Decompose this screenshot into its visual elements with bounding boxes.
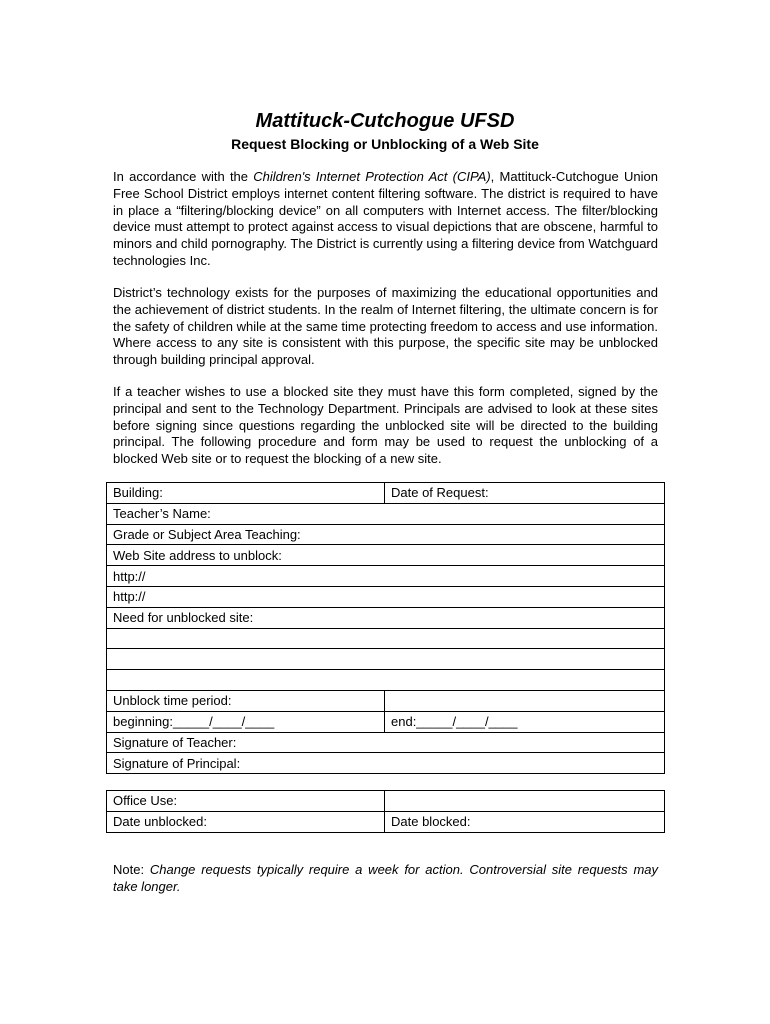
form-row-sig-teacher bbox=[107, 732, 665, 753]
date-of-request-field[interactable]: Date of Request: bbox=[385, 483, 665, 504]
end-date-field[interactable]: end:_____/____/____ bbox=[385, 711, 665, 732]
form-row-site-address bbox=[107, 545, 665, 566]
unblock-period-blank bbox=[385, 690, 665, 711]
form-row-need-blank-1 bbox=[107, 628, 665, 649]
office-use-blank bbox=[385, 791, 665, 812]
date-unblocked-field[interactable]: Date unblocked: bbox=[107, 811, 385, 832]
date-blocked-field[interactable]: Date blocked: bbox=[385, 811, 665, 832]
form-row-need-blank-3 bbox=[107, 670, 665, 691]
building-field[interactable]: Building: bbox=[107, 483, 385, 504]
form-row-http-2 bbox=[107, 586, 665, 607]
form-row-building bbox=[107, 483, 665, 504]
unblock-period-label: Unblock time period: bbox=[107, 690, 385, 711]
url-field-1[interactable]: http:// bbox=[107, 566, 665, 587]
need-label: Need for unblocked site: bbox=[107, 607, 665, 628]
paragraph-cipa-before: In accordance with the bbox=[113, 169, 254, 184]
need-line-1[interactable] bbox=[107, 628, 665, 649]
form-row-http-1 bbox=[107, 566, 665, 587]
site-address-label: Web Site address to unblock: bbox=[107, 545, 665, 566]
form-row-dates bbox=[107, 711, 665, 732]
note-lead: Note: bbox=[113, 862, 150, 877]
note-body: Change requests typically require a week for action. Controversial site requests may take longer. bbox=[113, 862, 658, 894]
office-use-label: Office Use: bbox=[107, 791, 385, 812]
document-title: Mattituck-Cutchogue UFSD bbox=[255, 110, 515, 132]
cipa-act-name: Children's Internet Protection Act (CIPA) bbox=[253, 169, 491, 184]
grade-subject-field[interactable]: Grade or Subject Area Teaching: bbox=[107, 524, 665, 545]
office-row-header bbox=[107, 791, 665, 812]
note bbox=[113, 862, 658, 896]
url-field-2[interactable]: http:// bbox=[107, 586, 665, 607]
need-line-3[interactable] bbox=[107, 670, 665, 691]
need-line-2[interactable] bbox=[107, 649, 665, 670]
form-row-need bbox=[107, 607, 665, 628]
office-use-table bbox=[106, 790, 665, 833]
request-form-table bbox=[106, 482, 665, 774]
paragraph-cipa bbox=[113, 169, 658, 270]
paragraph-technology-purpose: District’s technology exists for the purposes of maximizing the educational opportunities and the achievement of district students. In the realm of Internet filtering, the ultimate concern is for the safety of children while at the same time protecting freedom to access and use information. Where access to any site is consistent with this purpose, the specific site may be unblocked through building principal approval. bbox=[113, 285, 658, 368]
beginning-date-field[interactable]: beginning:_____/____/____ bbox=[107, 711, 385, 732]
paragraph-procedure: If a teacher wishes to use a blocked site they must have this form completed, signed by the principal and sent to the Technology Department. Principals are advised to look at these sites before signing since questions regarding the unblocked site will be directed to the building principal. The following procedure and form may be used to request the unblocking of a blocked Web site or to request the blocking of a new site. bbox=[113, 384, 658, 467]
paragraph-cipa-after: , Mattituck-Cutchogue Union Free School District employs internet content filtering software. The district is required to have in place a “filtering/blocking device” on all computers with Internet access. The filter/blocking device must attempt to protect against access to visual depictions that are obscene, harmful to minors and child pornography. The District is currently using a filtering device from Watchguard technologies Inc. bbox=[113, 169, 658, 268]
document-subtitle: Request Blocking or Unblocking of a Web Site bbox=[231, 136, 539, 152]
form-row-grade bbox=[107, 524, 665, 545]
form-row-teacher bbox=[107, 503, 665, 524]
teacher-signature-field[interactable]: Signature of Teacher: bbox=[107, 732, 665, 753]
office-row-dates bbox=[107, 811, 665, 832]
form-row-need-blank-2 bbox=[107, 649, 665, 670]
principal-signature-field[interactable]: Signature of Principal: bbox=[107, 753, 665, 774]
form-row-sig-principal bbox=[107, 753, 665, 774]
form-row-unblock-period bbox=[107, 690, 665, 711]
teacher-name-field[interactable]: Teacher’s Name: bbox=[107, 503, 665, 524]
